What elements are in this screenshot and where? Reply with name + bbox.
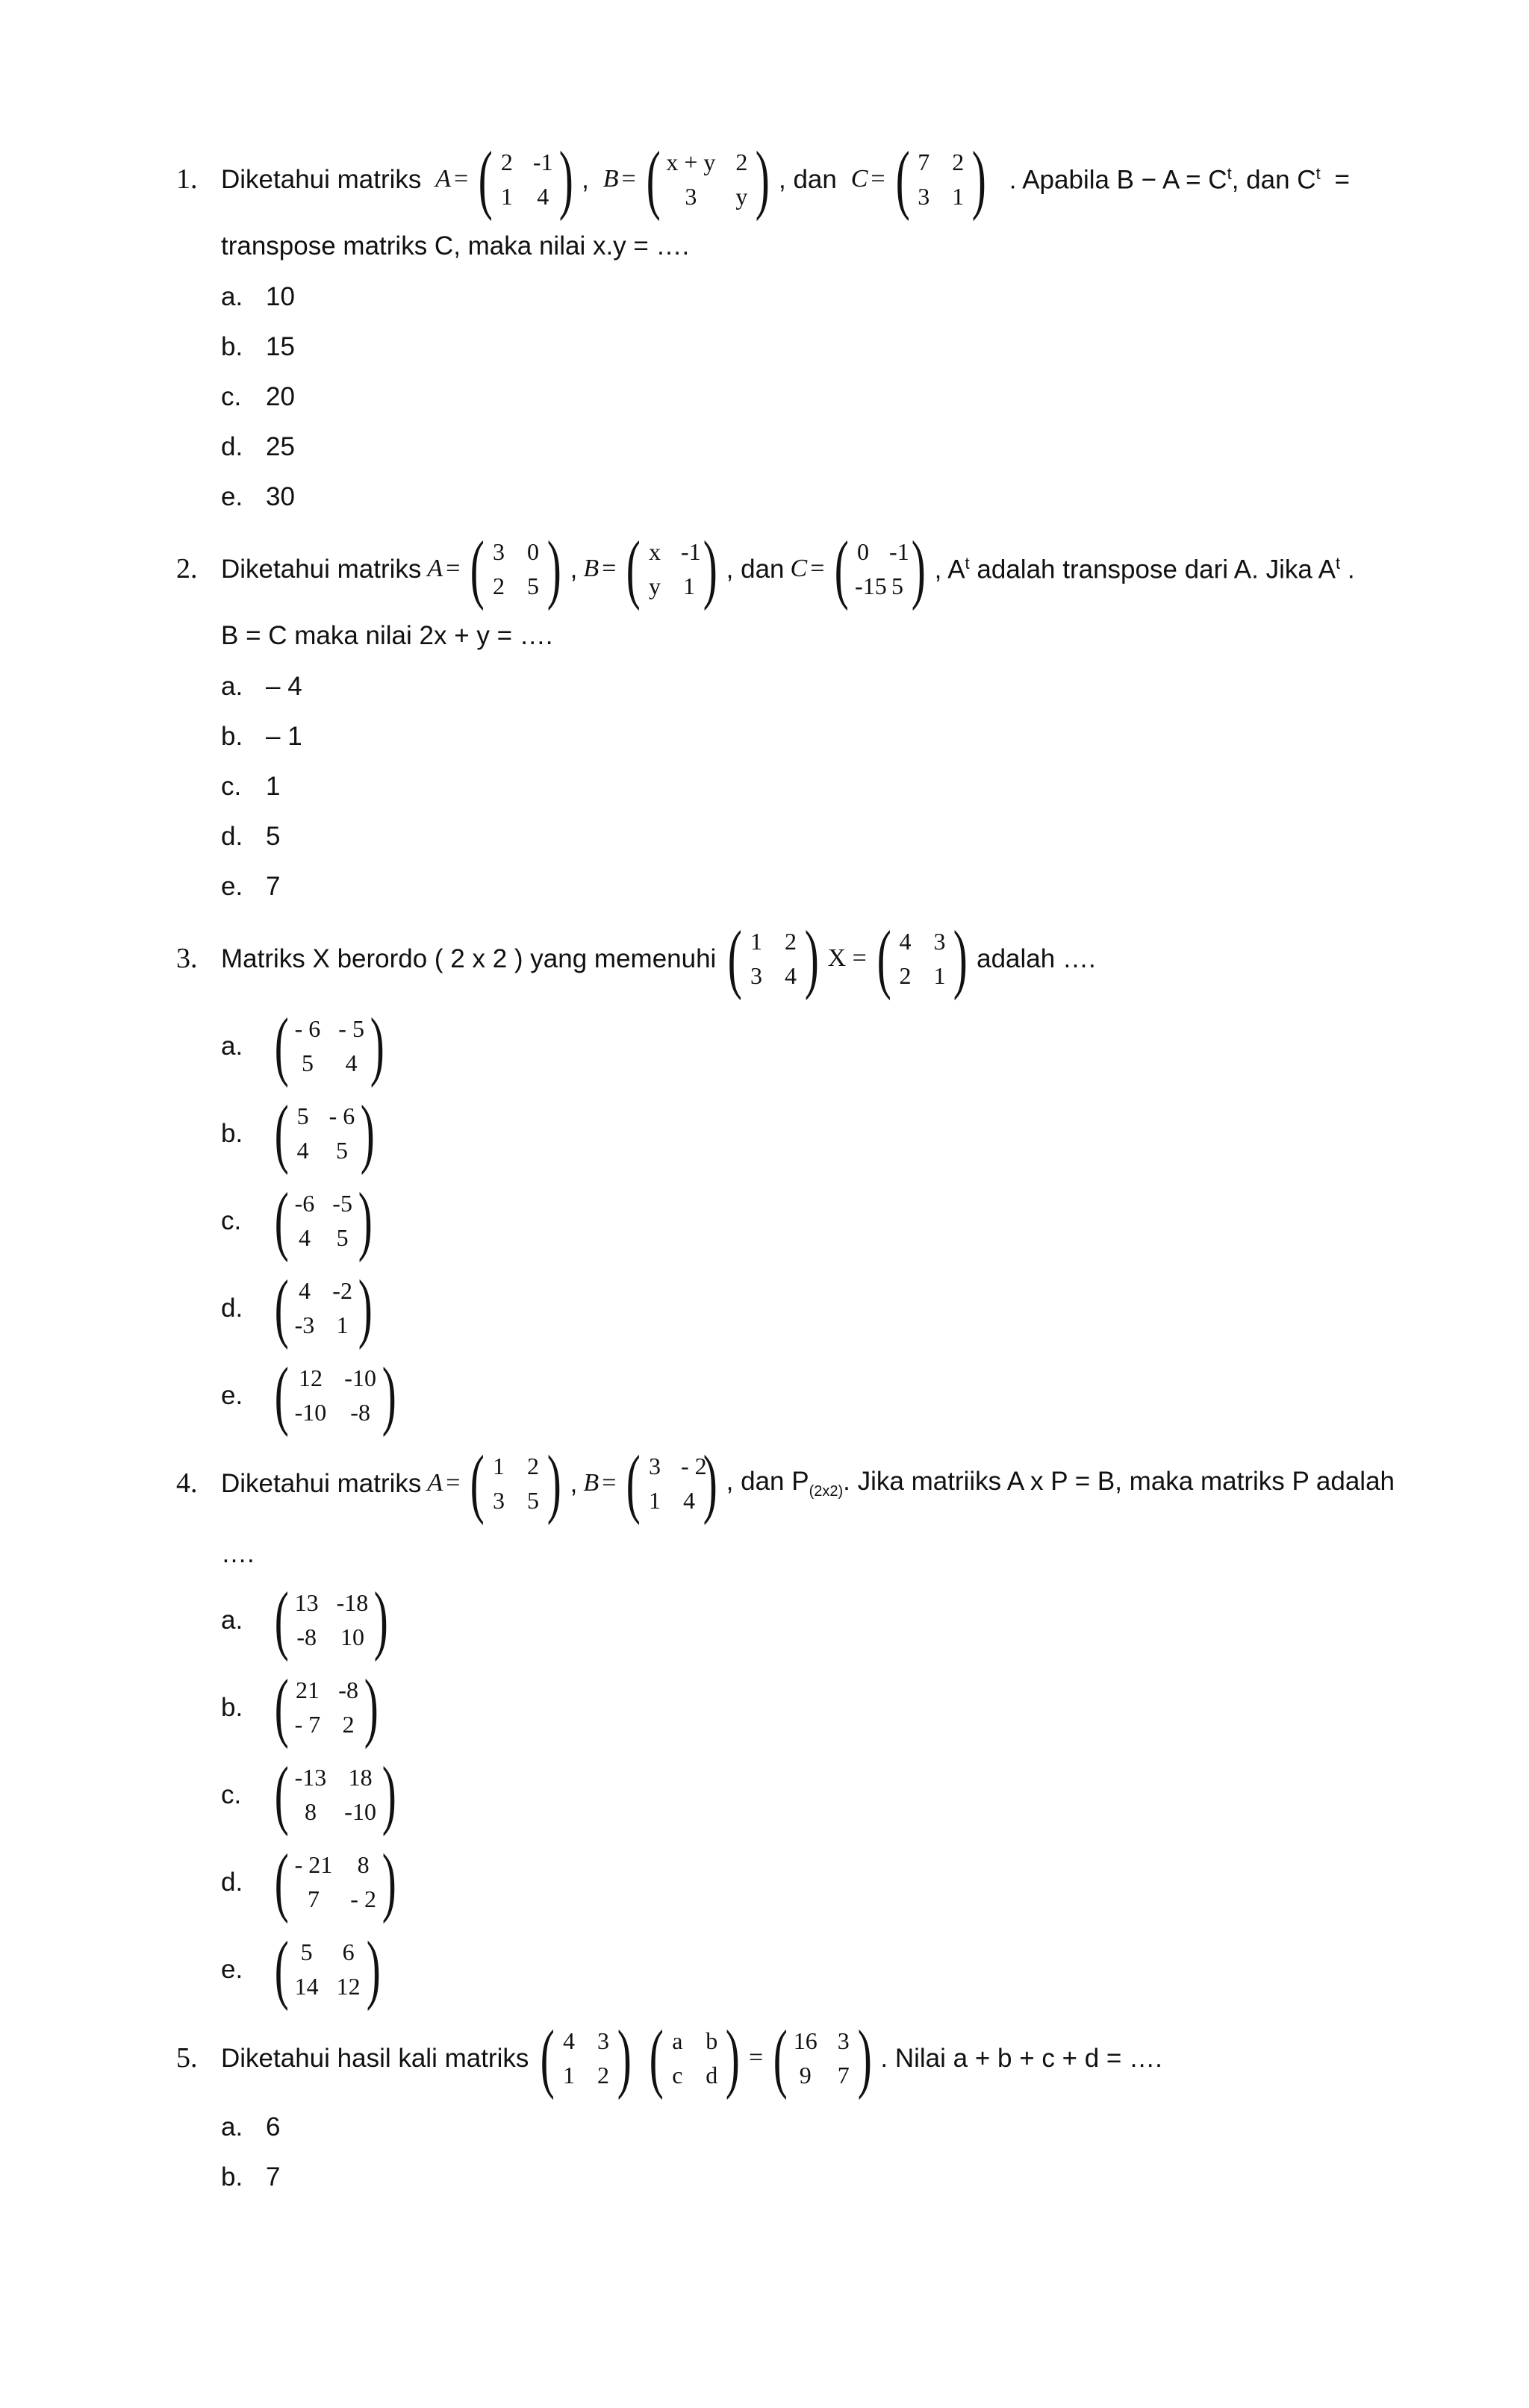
matrix-cell: 7 <box>837 2062 850 2089</box>
question-3-option-e[interactable]: e. ( 12 -10 -10 -8 ) <box>221 1358 405 1432</box>
question-2-condition: , $A^t$ adalah transpose dari A. Jika $A^t$ . <box>934 553 1355 584</box>
question-2-number: 2. <box>176 553 198 584</box>
question-3-intro: Matriks X berordo ( 2 x 2 ) yang memenuhi <box>221 943 717 973</box>
matrix-cell: x + y <box>666 149 716 175</box>
matrix-cell: 2 <box>735 149 748 175</box>
matrix <box>620 1440 723 1526</box>
matrix-cell: -8 <box>338 1676 358 1703</box>
matrix-cell: y <box>735 183 748 210</box>
matrix-cell: 16 <box>793 2027 818 2054</box>
question-4-option-b[interactable]: b. ( 21 -8 - 7 2 ) <box>221 1670 387 1744</box>
matrix-cell: -1 <box>681 538 701 565</box>
matrix-cell: - 21 <box>294 1851 333 1878</box>
matrix-cell: 3 <box>649 1453 661 1479</box>
matrix-cell: 14 <box>294 1973 319 2000</box>
question-4-option-d[interactable]: d. ( - 21 8 7 - 2 ) <box>221 1844 405 1919</box>
matrix-bracket: ( <box>895 136 910 222</box>
matrix-cell: 1 <box>336 1311 349 1338</box>
matrix-cell: 5 <box>527 573 540 599</box>
matrix-bracket: ) <box>972 136 987 222</box>
question-1-option-c[interactable]: c. 20 <box>221 382 295 411</box>
question-1-option-a[interactable]: a. 10 <box>221 282 295 311</box>
question-1-option-b[interactable]: b. 15 <box>221 332 295 361</box>
matrix-cell: 2 <box>342 1711 355 1738</box>
matrix-cell: 4 <box>899 928 912 955</box>
matrix-cell: -8 <box>350 1399 370 1426</box>
matrix <box>890 136 992 222</box>
matrix <box>464 1440 567 1526</box>
question-1-number: 1. <box>176 163 198 195</box>
matrix-cell: 8 <box>304 1798 317 1825</box>
matrix-cell: 1 <box>563 2062 576 2089</box>
matrix-cell: -5 <box>332 1190 352 1217</box>
matrix-bracket: ( <box>274 1838 289 1925</box>
matrix-bracket: ) <box>546 1440 561 1526</box>
matrix-cell: 5 <box>301 1049 314 1076</box>
matrix-cell: 0 <box>527 538 540 565</box>
matrix-cell: 4 <box>298 1224 311 1251</box>
question-4-option-c[interactable]: c. ( -13 18 8 -10 ) <box>221 1757 405 1832</box>
matrix-bracket: ( <box>470 1440 485 1526</box>
question-3-option-c[interactable]: c. ( -6 -5 4 5 ) <box>221 1183 382 1258</box>
matrix-bracket: ) <box>358 1264 373 1351</box>
matrix-bracket: ( <box>274 1264 289 1351</box>
question-5-option-b[interactable]: b. 7 <box>221 2162 281 2192</box>
matrix-cell: 1 <box>493 1453 505 1479</box>
matrix <box>269 1264 379 1351</box>
matrix-cell: 3 <box>493 1487 505 1514</box>
question-1-condition: . Apabila $B - A = C^t$, dan $C^t$ <box>1009 163 1321 195</box>
matrix-cell: 4 <box>563 2027 576 2054</box>
matrix-cell: 2 <box>527 1453 540 1479</box>
matrix-cell: - 6 <box>294 1015 321 1042</box>
matrix-cell: 18 <box>348 1764 373 1791</box>
matrix-cell: 13 <box>294 1589 319 1616</box>
matrix-bracket: ( <box>541 2015 555 2101</box>
matrix-cell: 1 <box>933 962 946 989</box>
matrix-bracket: ( <box>274 1751 289 1838</box>
question-2-intro: Diketahui matriks <box>221 554 422 584</box>
matrix-cell: -1 <box>889 538 909 565</box>
question-4-matrix-a: A = ( 1 2 3 5 ) , <box>427 1440 578 1526</box>
question-1-option-e[interactable]: e. 30 <box>221 482 295 511</box>
matrix-cell: - 2 <box>681 1453 707 1479</box>
matrix-cell: 5 <box>300 1938 313 1965</box>
question-1-intro: Diketahui matriks <box>221 164 422 194</box>
matrix-bracket: ) <box>382 1352 396 1438</box>
matrix-bracket: ( <box>274 1926 289 2012</box>
matrix-cell: a <box>672 2027 683 2054</box>
matrix-cell: 2 <box>899 962 912 989</box>
question-4-stem <box>221 1440 1395 1526</box>
matrix-cell: 5 <box>527 1487 540 1514</box>
matrix-bracket: ) <box>364 1664 379 1750</box>
matrix-bracket: ( <box>274 1177 289 1264</box>
matrix-cell: 10 <box>340 1623 364 1650</box>
question-2-stem <box>221 525 1355 612</box>
matrix-bracket: ) <box>374 1576 389 1663</box>
matrix-bracket: ) <box>358 1177 373 1264</box>
matrix-cell: 4 <box>683 1487 696 1514</box>
matrix-cell: - 7 <box>294 1711 321 1738</box>
matrix-cell: 1 <box>500 183 513 210</box>
question-3-stem <box>221 915 1350 1002</box>
question-5-matrix-1 <box>535 2015 637 2101</box>
matrix-cell: 3 <box>493 538 505 565</box>
question-1-equals: = <box>1334 164 1350 194</box>
question-1-matrix-a: A = ( 2 -1 1 4 ) , <box>435 136 589 222</box>
matrix-cell: 2 <box>784 928 797 955</box>
matrix-bracket: ( <box>274 1352 289 1438</box>
question-3-number: 3. <box>176 943 198 974</box>
matrix-cell: 4 <box>345 1049 358 1076</box>
matrix-cell: 4 <box>537 183 549 210</box>
matrix <box>269 1926 386 2012</box>
matrix <box>464 525 567 612</box>
matrix-bracket: ( <box>274 1002 289 1089</box>
matrix-cell: x <box>649 538 661 565</box>
matrix-cell: 3 <box>933 928 946 955</box>
matrix-cell: y <box>649 573 661 599</box>
matrix-cell: 4 <box>784 962 797 989</box>
matrix-cell: -6 <box>294 1190 315 1217</box>
matrix-bracket: ) <box>703 1440 717 1526</box>
question-5-matrix-3 <box>767 2015 877 2101</box>
question-1-stem <box>221 138 1350 220</box>
matrix-cell: 2 <box>500 149 513 175</box>
matrix-cell: 4 <box>296 1137 309 1164</box>
question-3-left-matrix <box>722 915 824 1002</box>
question-1-option-d[interactable]: d. 25 <box>221 432 295 461</box>
question-4-intro: Diketahui matriks <box>221 1468 422 1498</box>
question-2-matrix-c: C = ( 0 -1 -15 5 ) <box>791 534 935 604</box>
matrix-cell: 5 <box>296 1102 309 1129</box>
question-1-continuation: transpose matriks C, maka nilai x.y = …. <box>221 231 690 261</box>
matrix-bracket: ) <box>382 1751 396 1838</box>
matrix-bracket: ) <box>382 1838 396 1925</box>
question-2-option-d[interactable]: d. 5 <box>221 822 281 851</box>
matrix-cell: 3 <box>597 2027 610 2054</box>
matrix-cell: 9 <box>799 2062 812 2089</box>
question-4-option-e[interactable]: e. ( 5 6 14 12 ) <box>221 1932 389 2006</box>
question-3-option-d[interactable]: d. ( 4 -2 -3 1 ) <box>221 1270 382 1345</box>
question-2-option-c[interactable]: c. 1 <box>221 772 281 801</box>
matrix-cell: -2 <box>332 1277 352 1304</box>
question-3-option-a[interactable]: a. ( - 6 - 5 5 4 ) <box>221 1008 393 1083</box>
matrix-cell: 5 <box>335 1137 348 1164</box>
question-2-option-e[interactable]: e. 7 <box>221 872 281 901</box>
matrix-bracket: ( <box>274 1664 289 1750</box>
matrix <box>269 1177 379 1264</box>
matrix-cell: -3 <box>294 1311 315 1338</box>
matrix-cell: 12 <box>336 1973 361 2000</box>
question-4-option-a[interactable]: a. ( 13 -18 -8 10 ) <box>221 1582 397 1657</box>
question-4-continuation: …. <box>221 1539 255 1568</box>
matrix-cell: 3 <box>750 962 762 989</box>
matrix-bracket: ( <box>649 2015 664 2101</box>
question-5-number: 5. <box>176 2042 198 2074</box>
matrix-bracket: ) <box>726 2015 741 2101</box>
matrix-bracket: ) <box>953 915 968 1002</box>
matrix-cell: - 5 <box>338 1015 364 1042</box>
matrix <box>269 1002 390 1089</box>
matrix-bracket: ( <box>876 915 891 1002</box>
matrix-bracket: ) <box>804 915 819 1002</box>
matrix-bracket: ) <box>703 525 717 612</box>
question-4-matrix-b: B = ( 3 - 2 1 4 ) <box>583 1448 726 1518</box>
question-2-continuation: B = C maka nilai 2x + y = …. <box>221 621 553 650</box>
matrix-bracket: ) <box>617 2015 632 2101</box>
matrix-cell: 1 <box>649 1487 661 1514</box>
matrix-cell: 2 <box>952 149 965 175</box>
matrix-cell: 4 <box>298 1277 311 1304</box>
matrix-cell: - 6 <box>328 1102 355 1129</box>
matrix-cell: b <box>706 2027 718 2054</box>
matrix <box>269 1576 394 1663</box>
question-5-stem <box>221 2017 1350 2099</box>
question-5-intro: Diketahui hasil kali matriks <box>221 2043 529 2073</box>
matrix-bracket: ( <box>274 1576 289 1663</box>
matrix-bracket: ) <box>857 2015 872 2101</box>
matrix <box>269 1664 384 1750</box>
matrix-bracket: ( <box>274 1090 289 1176</box>
matrix-cell: 3 <box>837 2027 850 2054</box>
matrix <box>269 1838 402 1925</box>
question-4-condition: , dan $P_{(2x2)}$. Jika matriiks A x P = B, maka matriks P adalah <box>726 1466 1395 1500</box>
matrix-bracket: ) <box>361 1090 376 1176</box>
matrix-bracket: ( <box>835 525 850 612</box>
matrix-bracket: ( <box>773 2015 788 2101</box>
matrix-cell: 7 <box>307 1885 320 1912</box>
matrix-cell: 1 <box>952 183 965 210</box>
matrix-cell: 6 <box>342 1938 355 1965</box>
matrix-bracket: ) <box>370 1002 384 1089</box>
matrix-cell: 12 <box>298 1364 323 1391</box>
question-2-matrix-a: A = ( 3 0 2 5 ) , <box>427 525 578 612</box>
matrix-cell: 1 <box>683 573 696 599</box>
matrix-bracket: ( <box>646 136 661 222</box>
matrix <box>269 1751 402 1838</box>
matrix <box>829 525 931 612</box>
question-2-option-a[interactable]: a. – 4 <box>221 672 302 701</box>
question-1-matrix-c: C = ( 7 2 3 1 ) <box>851 144 995 214</box>
question-3-x-equals: X = <box>827 944 867 972</box>
matrix-cell: 7 <box>918 149 930 175</box>
matrix-bracket: ) <box>756 136 770 222</box>
question-5-equals: = <box>748 2044 764 2071</box>
matrix-cell: -10 <box>294 1399 327 1426</box>
matrix-bracket: ( <box>728 915 743 1002</box>
matrix-cell: 21 <box>295 1676 320 1703</box>
question-1-matrix-b: B = ( x + y 2 3 y ) , dan <box>602 136 837 222</box>
matrix <box>269 1090 381 1176</box>
matrix-cell: - 2 <box>350 1885 376 1912</box>
matrix-cell: -15 <box>855 573 887 599</box>
matrix-bracket: ( <box>626 525 641 612</box>
matrix-cell: 3 <box>918 183 930 210</box>
question-3-ending: adalah …. <box>977 943 1096 973</box>
matrix-cell: 5 <box>891 573 904 599</box>
matrix-cell: -10 <box>344 1798 376 1825</box>
matrix-cell: 2 <box>597 2062 610 2089</box>
matrix-cell: -13 <box>294 1764 327 1791</box>
question-5-option-a[interactable]: a. 6 <box>221 2112 281 2142</box>
matrix-cell: 3 <box>685 183 697 210</box>
question-2-matrix-b: B = ( x -1 y 1 ) , dan <box>583 525 785 612</box>
matrix-bracket: ) <box>558 136 573 222</box>
matrix-cell: 8 <box>357 1851 370 1878</box>
matrix-cell: -10 <box>344 1364 376 1391</box>
matrix-cell: -18 <box>336 1589 369 1616</box>
question-5-ending: . Nilai a + b + c + d = …. <box>880 2043 1162 2073</box>
matrix-bracket: ) <box>366 1926 381 2012</box>
matrix-bracket: ( <box>626 1440 641 1526</box>
matrix-cell: -8 <box>296 1623 317 1650</box>
matrix-cell: c <box>672 2062 683 2089</box>
matrix-cell: d <box>706 2062 718 2089</box>
question-5-matrix-2 <box>644 2015 746 2101</box>
matrix <box>269 1352 402 1438</box>
matrix-cell: -1 <box>532 149 553 175</box>
matrix-cell: 0 <box>857 538 870 565</box>
matrix-cell: 1 <box>750 928 762 955</box>
matrix-cell: 2 <box>493 573 505 599</box>
matrix-bracket: ) <box>911 525 926 612</box>
matrix-bracket: ) <box>546 525 561 612</box>
question-3-option-b[interactable]: b. ( 5 - 6 4 5 ) <box>221 1096 384 1170</box>
matrix-bracket: ( <box>479 136 493 222</box>
question-2-option-b[interactable]: b. – 1 <box>221 722 302 751</box>
matrix-bracket: ( <box>470 525 485 612</box>
question-4-number: 4. <box>176 1467 198 1499</box>
matrix <box>473 136 579 222</box>
question-3-right-matrix <box>871 915 974 1002</box>
matrix-cell: 5 <box>336 1224 349 1251</box>
